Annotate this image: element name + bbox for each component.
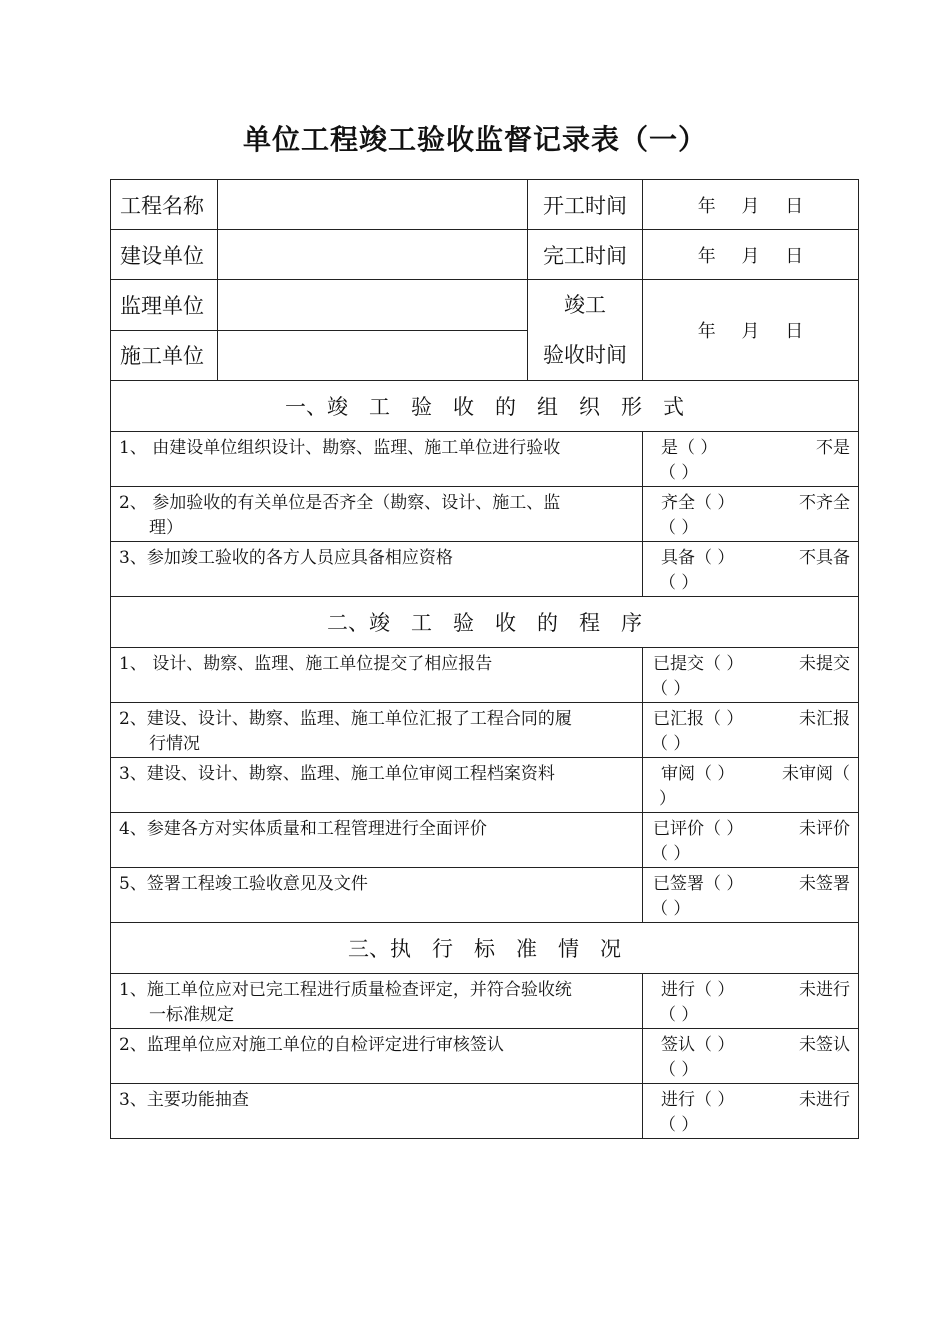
acceptance-label-line2: 验收时间 (543, 343, 627, 367)
header-row-project (111, 180, 859, 230)
option-no[interactable]: 未进行 (799, 1090, 850, 1110)
option-no-box[interactable]: （ ） (659, 1005, 699, 1025)
option-no-box[interactable]: ） (659, 789, 676, 809)
contractor-field[interactable] (218, 330, 528, 381)
option-yes[interactable]: 已签署（ ） (653, 874, 744, 894)
option-no[interactable]: 不齐全 (799, 493, 850, 513)
acceptance-date-field[interactable]: 年 月 日 (643, 280, 859, 381)
start-date-field[interactable]: 年 月 日 (643, 180, 859, 230)
section3-option-1[interactable] (643, 974, 859, 1029)
item-text-cont: 理） (149, 518, 183, 538)
section3-item-1 (111, 974, 643, 1029)
section2-item-5 (111, 868, 643, 923)
section3-option-3[interactable] (643, 1084, 859, 1139)
acceptance-time-label (528, 280, 643, 381)
section1-row-1 (111, 432, 859, 487)
option-yes[interactable]: 是（ ） (661, 438, 718, 458)
option-yes[interactable]: 进行（ ） (661, 980, 735, 1000)
option-yes[interactable]: 已汇报（ ） (653, 709, 744, 729)
section3-item-3 (111, 1084, 643, 1139)
option-no-box[interactable]: （ ） (651, 899, 691, 919)
option-no[interactable]: 未提交 (799, 654, 850, 674)
header-row-supervisor (111, 280, 859, 331)
item-text: 3、主要功能抽查 (119, 1090, 249, 1110)
section2-option-1[interactable] (643, 648, 859, 703)
contractor-label: 施工单位 (111, 330, 218, 381)
item-text: 1、施工单位应对已完工程进行质量检查评定，并符合验收统 (119, 980, 572, 1000)
section3-option-2[interactable] (643, 1029, 859, 1084)
section2-option-5[interactable] (643, 868, 859, 923)
section3-item-2 (111, 1029, 643, 1084)
item-text: 4、参建各方对实体质量和工程管理进行全面评价 (119, 819, 487, 839)
item-text: 2、监理单位应对施工单位的自检评定进行审核签认 (119, 1035, 504, 1055)
supervision-record-table (110, 179, 859, 1139)
section1-row-2 (111, 487, 859, 542)
option-no-box[interactable]: （ ） (651, 734, 691, 754)
option-no[interactable]: 未评价 (799, 819, 850, 839)
section1-item-3 (111, 542, 643, 597)
section3-row-2 (111, 1029, 859, 1084)
section2-row-2 (111, 703, 859, 758)
section3-row-3 (111, 1084, 859, 1139)
supervisor-label: 监理单位 (111, 280, 218, 331)
option-no[interactable]: 不具备 (799, 548, 850, 568)
section2-row-4 (111, 813, 859, 868)
option-yes[interactable]: 审阅（ ） (661, 764, 735, 784)
section2-item-1 (111, 648, 643, 703)
option-no[interactable]: 未签认 (799, 1035, 850, 1055)
option-no[interactable]: 未进行 (799, 980, 850, 1000)
option-yes[interactable]: 已评价（ ） (653, 819, 744, 839)
section1-item-1 (111, 432, 643, 487)
page-title: 单位工程竣工验收监督记录表（一） (242, 123, 707, 156)
option-no-box[interactable]: （ ） (659, 518, 699, 538)
option-no-box[interactable]: （ ） (651, 844, 691, 864)
finish-time-label: 完工时间 (528, 230, 643, 280)
section2-row-5 (111, 868, 859, 923)
section1-option-3[interactable] (643, 542, 859, 597)
section2-row-3 (111, 758, 859, 813)
section2-option-2[interactable] (643, 703, 859, 758)
start-time-label: 开工时间 (528, 180, 643, 230)
item-text: 2、建设、设计、勘察、监理、施工单位汇报了工程合同的履 (119, 709, 572, 729)
item-text: 3、建设、设计、勘察、监理、施工单位审阅工程档案资料 (119, 764, 555, 784)
item-text: 1、 由建设单位组织设计、勘察、监理、施工单位进行验收 (119, 438, 561, 458)
section1-option-1[interactable] (643, 432, 859, 487)
section3-header-row (111, 923, 859, 974)
option-yes[interactable]: 签认（ ） (661, 1035, 735, 1055)
option-yes[interactable]: 已提交（ ） (653, 654, 744, 674)
option-yes[interactable]: 齐全（ ） (661, 493, 735, 513)
builder-field[interactable] (218, 230, 528, 280)
section2-item-2 (111, 703, 643, 758)
option-no-box[interactable]: （ ） (659, 573, 699, 593)
section3-title: 三、执 行 标 准 情 况 (111, 923, 859, 974)
section2-row-1 (111, 648, 859, 703)
option-no-box[interactable]: （ ） (659, 463, 699, 483)
supervisor-field[interactable] (218, 280, 528, 331)
option-no[interactable]: 未汇报 (799, 709, 850, 729)
section1-item-2 (111, 487, 643, 542)
item-text: 1、 设计、勘察、监理、施工单位提交了相应报告 (119, 654, 493, 674)
acceptance-label-line1: 竣工 (564, 293, 606, 317)
section1-title: 一、竣 工 验 收 的 组 织 形 式 (111, 381, 859, 432)
builder-label: 建设单位 (111, 230, 218, 280)
item-text: 3、参加竣工验收的各方人员应具备相应资格 (119, 548, 453, 568)
section2-item-3 (111, 758, 643, 813)
section2-option-4[interactable] (643, 813, 859, 868)
section1-option-2[interactable] (643, 487, 859, 542)
item-text-cont: 行情况 (149, 734, 200, 754)
section2-item-4 (111, 813, 643, 868)
option-yes[interactable]: 具备（ ） (661, 548, 735, 568)
option-yes[interactable]: 进行（ ） (661, 1090, 735, 1110)
section2-title: 二、竣 工 验 收 的 程 序 (111, 597, 859, 648)
section1-header-row (111, 381, 859, 432)
section2-header-row (111, 597, 859, 648)
option-no[interactable]: 未签署 (799, 874, 850, 894)
item-text: 5、签署工程竣工验收意见及文件 (119, 874, 368, 894)
section1-row-3 (111, 542, 859, 597)
option-no[interactable]: 不是 (816, 438, 850, 458)
option-no-box[interactable]: （ ） (659, 1060, 699, 1080)
header-row-builder (111, 230, 859, 280)
item-text-cont: 一标准规定 (149, 1005, 234, 1025)
section3-row-1 (111, 974, 859, 1029)
item-text: 2、 参加验收的有关单位是否齐全（勘察、设计、施工、监 (119, 493, 561, 513)
option-no[interactable]: 未审阅（ (782, 764, 850, 784)
finish-date-field[interactable]: 年 月 日 (643, 230, 859, 280)
project-name-field[interactable] (218, 180, 528, 230)
option-no-box[interactable]: （ ） (659, 1115, 699, 1135)
project-name-label: 工程名称 (111, 180, 218, 230)
section2-option-3[interactable] (643, 758, 859, 813)
option-no-box[interactable]: （ ） (651, 679, 691, 699)
